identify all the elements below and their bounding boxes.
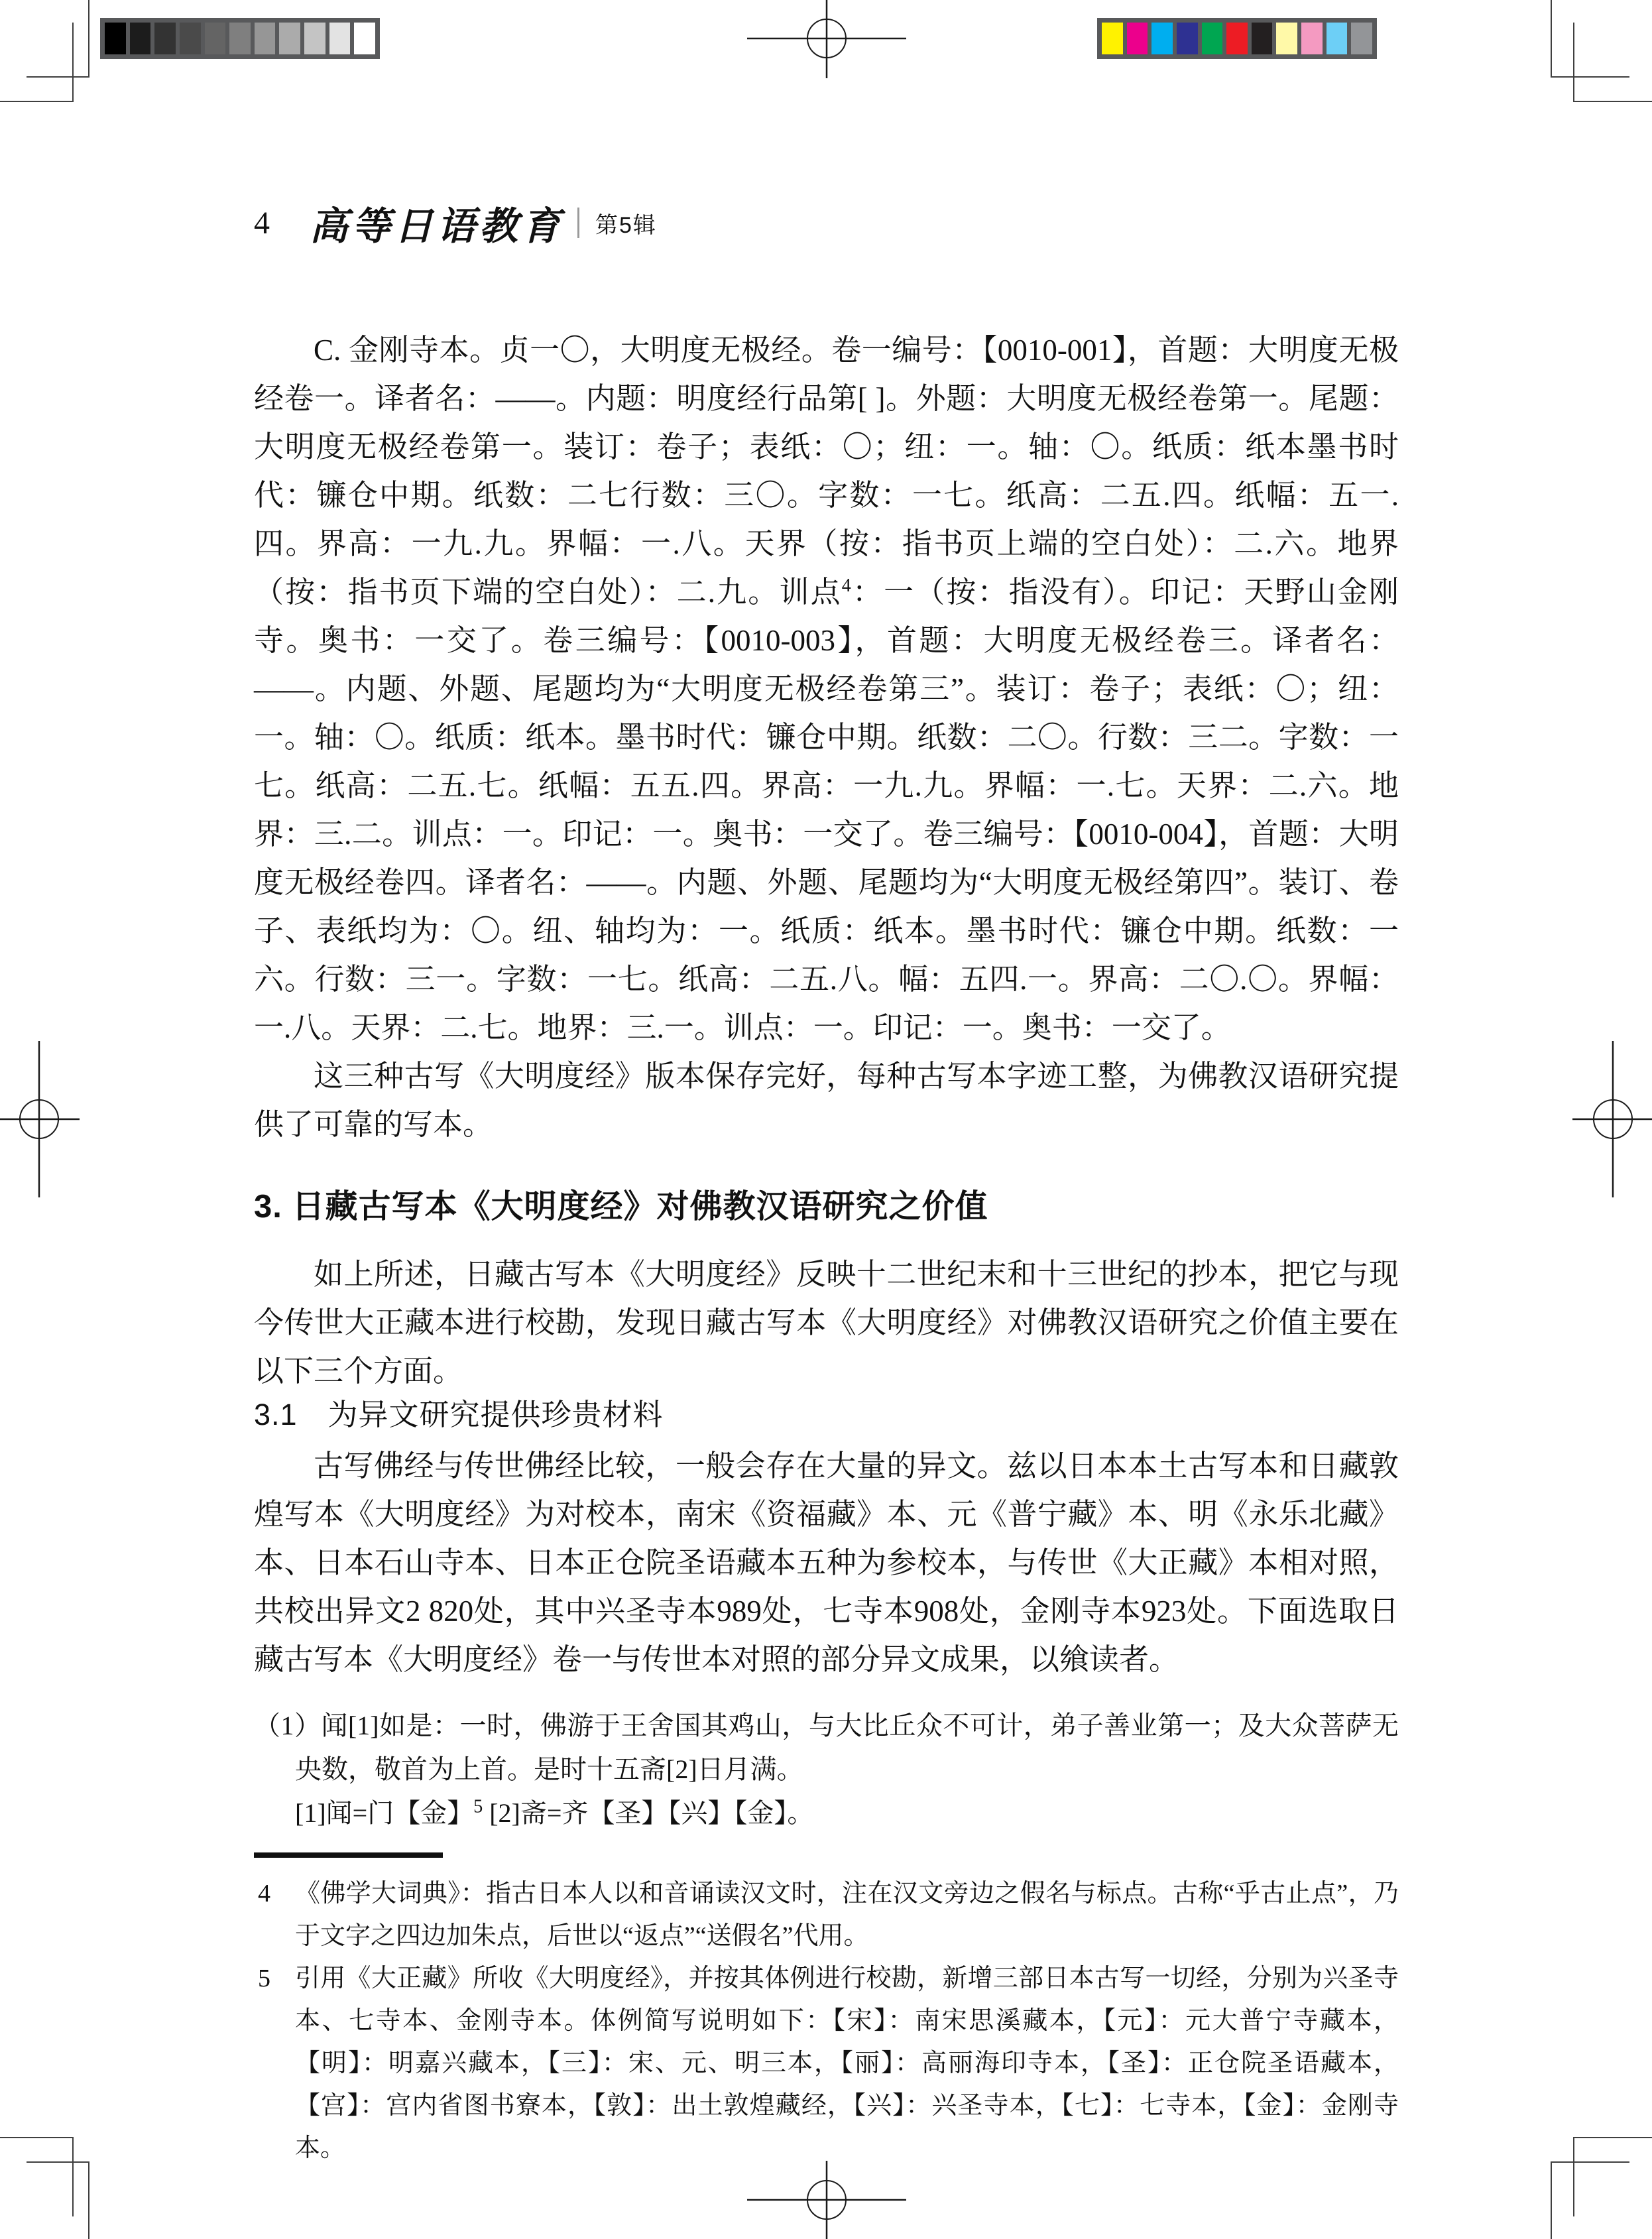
- crop-mark: [0, 101, 74, 102]
- grayscale-swatch: [180, 23, 201, 54]
- color-swatch: [1177, 23, 1198, 54]
- crop-mark: [72, 23, 74, 102]
- paragraph-text: C. 金刚寺本。贞一〇，大明度无极经。卷一编号：【0010-001】，首题：大明度无极经卷一。译者名：——。内题：明度经行品第[ ]。外题：大明度无极经卷第一。尾题：大明度无极经卷第一。装订：卷子；表纸：〇；纽：一。轴：〇。纸质：纸本墨书时代：镰仓中期。纸数：二七行数：三〇。字数：一七。纸高：二五.四。纸幅：五一.四。界高：一九.九。界幅：一.八。天界（按：指书页上端的空白处）：二.六。地界（按：指书页下端的空白处）：二.九。训点: [254, 333, 1399, 609]
- grayscale-swatch: [329, 23, 351, 54]
- section-3-heading: 3. 日藏古写本《大明度经》对佛教汉语研究之价值: [254, 1189, 988, 1225]
- grayscale-swatch: [255, 23, 276, 54]
- paragraph-collation: 古写佛经与传世佛经比较，一般会存在大量的异文。兹以日本本土古写本和日藏敦煌写本《大明度经》为对校本，南宋《资福藏》本、元《普宁藏》本、明《永乐北藏》本、日本石山寺本、日本正仓院圣语藏本五种为参校本，与传世《大正藏》本相对照，共校出异文2 820处，其中兴圣寺本989处，七寺本908处，金刚寺本923处。下面选取日藏古写本《大明度经》卷一与传世本对照的部分异文成果，以飨读者。: [254, 1449, 1399, 1676]
- grayscale-calibration-bar: [100, 18, 380, 59]
- text-column: [254, 326, 1399, 2169]
- issue-number: 第5辑: [595, 212, 657, 238]
- crop-mark: [1574, 101, 1652, 102]
- crop-mark: [27, 76, 89, 78]
- crop-mark: [1573, 23, 1574, 102]
- note-text: [1]闻=门【金】: [295, 1798, 474, 1828]
- example-note: [295, 1791, 1399, 1835]
- color-swatch: [1327, 23, 1348, 54]
- paragraph-text: ：一（按：指没有）。印记：天野山金刚寺。奥书：一交了。卷三编号：【0010-003】，首题：大明度无极经卷三。译者名：——。内题、外题、尾题均为“大明度无极经卷第三”。装订：卷子；表纸：〇；纽：一。轴：〇。纸质：纸本。墨书时代：镰仓中期。纸数：二〇。行数：三二。字数：一七。纸高：二五.七。纸幅：五五.四。界高：一九.九。界幅：一.七。天界：二.六。地界：三.二。训点：一。印记：一。奥书：一交了。卷三编号：【0010-004】，首题：大明度无极经卷四。译者名：——。内题、外题、尾题均为“大明度无极经第四”。装订、卷子、表纸均为：〇。纽、轴均为：一。纸质：纸本。墨书时代：镰仓中期。纸数：一六。行数：三一。字数：一七。纸高：二五.八。幅：五四.一。界高：二〇.〇。界幅：一.八。天界：二.七。地界：三.一。训点：一。印记：一。奥书：一交了。: [254, 575, 1399, 1044]
- footnote-text: 引用《大正藏》所收《大明度经》，并按其体例进行校勘，新增三部日本古写一切经，分别为兴圣寺本、七寺本、金刚寺本。体例简写说明如下：【宋】：南宋思溪藏本，【元】：元大普宁寺藏本，【明】：明嘉兴藏本，【三】：宋、元、明三本，【丽】：高丽海印寺本，【圣】：正仓院圣语藏本，【宫】：宫内省图书寮本，【敦】：出土敦煌藏经，【兴】：兴圣寺本，【七】：七寺本，【金】：金刚寺本。: [295, 1965, 1399, 2162]
- crop-mark: [1552, 2161, 1629, 2163]
- paragraph-section3-intro: 如上所述，日藏古写本《大明度经》反映十二世纪末和十三世纪的抄本，把它与现今传世大正藏本进行校勘，发现日藏古写本《大明度经》对佛教汉语研究之价值主要在以下三个方面。: [254, 1258, 1399, 1388]
- color-swatch: [1226, 23, 1248, 54]
- color-swatch: [1276, 23, 1297, 54]
- color-swatch: [1127, 23, 1148, 54]
- paragraph-summary: 这三种古写《大明度经》版本保存完好，每种古写本字迹工整，为佛教汉语研究提供了可靠的写本。: [254, 1059, 1399, 1141]
- footnote-number: 5: [258, 1965, 270, 1992]
- color-calibration-bar: [1097, 18, 1377, 59]
- note-text: [2]斋=齐【圣】【兴】【金】。: [483, 1798, 814, 1828]
- crop-mark: [88, 2161, 89, 2239]
- footnote-text: 《佛学大词典》：指古日本人以和音诵读汉文时，注在汉文旁边之假名与标点。古称“乎古止点”，乃于文字之四边加朱点，后世以“返点”“送假名”代用。: [295, 1880, 1399, 1950]
- crop-mark: [88, 0, 89, 78]
- example-label: （1）: [254, 1711, 322, 1740]
- color-swatch: [1202, 23, 1223, 54]
- footnote-4: [254, 1872, 1399, 1957]
- paragraph-manuscript-c: [254, 326, 1399, 1052]
- crop-mark: [27, 2161, 89, 2163]
- grayscale-swatch: [229, 23, 251, 54]
- color-swatch: [1301, 23, 1323, 54]
- header-divider: [577, 208, 579, 238]
- grayscale-swatch: [205, 23, 226, 54]
- color-swatch: [1351, 23, 1372, 54]
- registration-mark-top-center: [747, 0, 906, 78]
- grayscale-swatch: [105, 23, 126, 54]
- footnote-reference-4: 4: [841, 575, 851, 596]
- registration-mark-left-middle: [0, 1041, 80, 1197]
- color-swatch: [1252, 23, 1273, 54]
- crop-mark: [1552, 76, 1629, 78]
- registration-mark-right-middle: [1572, 1041, 1652, 1197]
- crop-mark: [0, 2137, 74, 2138]
- registration-mark-bottom-center: [747, 2161, 906, 2239]
- journal-title: 高等日语教育: [310, 204, 565, 249]
- example-body: 闻[1]如是：一时，佛游于王舍国其鸡山，与大比丘众不可计，弟子善业第一；及大众菩萨无央数，敬首为上首。是时十五斋[2]日月满。: [295, 1711, 1399, 1784]
- footnote-reference-5: 5: [473, 1796, 483, 1817]
- footnote-5: [254, 1957, 1399, 2169]
- footnote-number: 4: [258, 1880, 270, 1907]
- footnote-separator-rule: [254, 1852, 443, 1858]
- example-text: [254, 1704, 1399, 1791]
- section-3-1-heading: 3.1 为异文研究提供珍贵材料: [254, 1398, 664, 1431]
- crop-mark: [1573, 2137, 1574, 2216]
- example-block-1: [254, 1704, 1399, 1835]
- crop-mark: [1574, 2137, 1652, 2138]
- running-header: [254, 199, 657, 247]
- grayscale-swatch: [279, 23, 300, 54]
- grayscale-swatch: [154, 23, 176, 54]
- crop-mark: [1551, 2161, 1552, 2239]
- color-swatch: [1151, 23, 1173, 54]
- grayscale-swatch: [130, 23, 151, 54]
- color-swatch: [1102, 23, 1123, 54]
- crop-mark: [72, 2137, 74, 2216]
- grayscale-swatch: [354, 23, 375, 54]
- crop-mark: [1551, 0, 1552, 78]
- page-number: 4: [254, 205, 270, 241]
- grayscale-swatch: [304, 23, 325, 54]
